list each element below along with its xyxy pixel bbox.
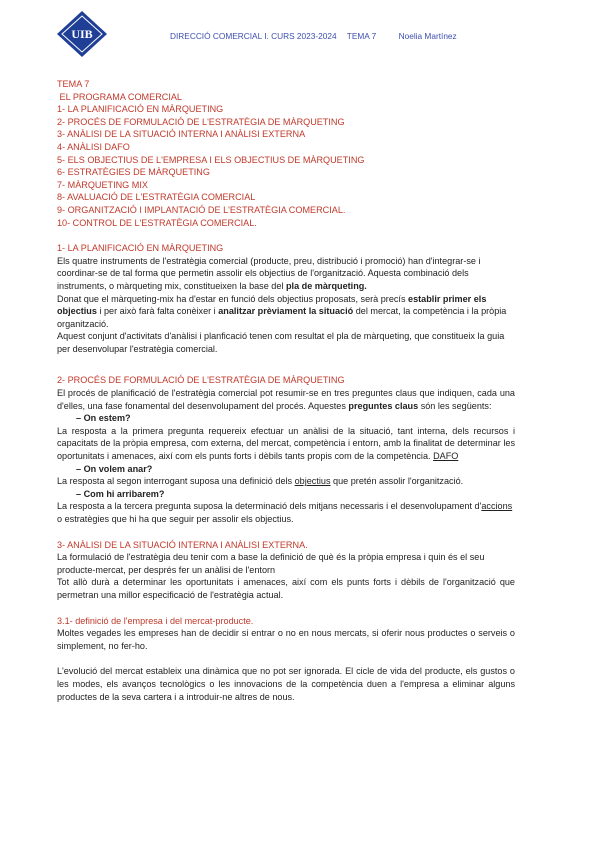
logo-text: UIB <box>71 27 93 41</box>
subsection-3-1-heading: 3.1- definició de l'empresa i del mercat-producte. <box>57 615 254 626</box>
toc-subtitle: EL PROGRAMA COMERCIAL <box>57 91 182 102</box>
section-1-heading: 1- LA PLANIFICACIÓ EN MÀRQUETING <box>57 243 224 254</box>
toc-item: 8- AVALUACIÓ DE L'ESTRATÈGIA COMERCIAL <box>57 192 256 203</box>
toc-item: 9- ORGANITZACIÓ I IMPLANTACIÓ DE L'ESTRATÈGIA COMERCIAL. <box>57 204 346 215</box>
dafo-link[interactable]: DAFO <box>433 451 459 462</box>
toc-item: 2- PROCÉS DE FORMULACIÓ DE L'ESTRATÈGIA DE MÀRQUETING <box>57 116 345 127</box>
toc-item: 3- ANÀLISI DE LA SITUACIÓ INTERNA I ANÀLISI EXTERNA <box>57 129 306 140</box>
toc-item: 6- ESTRATÈGIES DE MÀRQUETING <box>57 167 210 178</box>
section-2-paragraph: El procés de planificació de l'estratègia comercial pot resumir-se en tres preguntes claus que indiquen, cada una d'elles, una fase fonamental del desenvolupament del procés. Aquestes preguntes claus són les següents: <box>57 388 515 411</box>
answer-3: La resposta a la tercera pregunta suposa la determinació dels mitjans necessaris i el desenvolupament d'accions o estratègies que hi ha que seguir per assolir els objectius. <box>57 501 513 524</box>
question-2: – On volem anar? <box>76 463 153 474</box>
section-1-paragraph: Els quatre instruments de l'estratègia comercial (producte, preu, distribució i promoció) han d'integrar-se i coordinar-se de tal forma que permetin assolir els objectius de l'organització. Aquesta combinació dels instruments, o màrqueting mix, constitueixen la base del pla de màrqueting. <box>57 255 481 291</box>
section-3-paragraph: Tot allò durà a determinar les oportunitats i amenaces, així com els punts forts i dèbils de l'organització que permetran una millor especificació de l'estratègia actual. <box>57 577 515 600</box>
answer-2: La resposta al segon interrogant suposa una definició dels objectius que pretén assolir l'organització. <box>57 476 464 487</box>
question-1: – On estem? <box>76 413 131 424</box>
accions-link[interactable]: accions <box>481 501 513 512</box>
toc-title: TEMA 7 <box>57 79 90 89</box>
question-3: – Com hi arribarem? <box>76 488 165 499</box>
toc-item: 10- CONTROL DE L'ESTRATÈGIA COMERCIAL. <box>57 217 257 228</box>
section-3-paragraph: L'evolució del mercat estableix una dinàmica que no pot ser ignorada. El cicle de vida del producte, els gustos o les modes, els avanços tecnològics o les innovacions de la competència duen a l'empresa a eliminar alguns productes de la seva cartera i a introduir-ne altres de nous. <box>57 666 515 702</box>
objectius-link[interactable]: objectius <box>294 476 331 487</box>
header-topic: TEMA 7 <box>346 31 377 41</box>
toc-item: 5- ELS OBJECTIUS DE L'EMPRESA I ELS OBJECTIUS DE MÀRQUETING <box>57 154 365 165</box>
section-3-heading: 3- ANÀLISI DE LA SITUACIÓ INTERNA I ANÀLISI EXTERNA. <box>57 539 308 550</box>
toc-item: 7- MÀRQUETING MIX <box>57 179 148 190</box>
section-3-paragraph: Moltes vegades les empreses han de decidir si entrar o no en nous mercats, si oferir nous productes o serveis o simplement, no fer-ho. <box>57 628 515 651</box>
header-course: DIRECCIÓ COMERCIAL I. CURS 2023-2024 <box>170 31 337 41</box>
toc-item: 4- ANÀLISI DAFO <box>57 141 130 152</box>
section-3-paragraph: La formulació de l'estratègia deu tenir com a base la definició de què és la pròpia empresa i quin és el seu producte-mercat, per després fer un anàlisi de l'entorn <box>57 552 485 575</box>
document-body <box>57 78 515 703</box>
page-header <box>170 31 465 41</box>
table-of-contents <box>57 78 515 229</box>
answer-1: La resposta a la primera pregunta requereix efectuar un anàlisi de la situació, tant interna, dels recursos i capacitats de la pròpia empresa, com externa, del mercat, competència i entorn, amb la finalitat de determinar les oportunitats i amenaces, així com els punts forts i dèbils tants propis com de la competència. DAFO <box>57 425 515 462</box>
header-author: Noelia Martínez <box>398 31 457 41</box>
university-logo <box>56 10 108 58</box>
section-1-paragraph: Aquest conjunt d'activitats d'anàlisi i planficació tenen com resultat el pla de màrqueting, que constitueix la guia per desenvolupar l'estratègia comercial. <box>57 331 505 354</box>
section-1-paragraph: Donat que el màrqueting-mix ha d'estar en funció dels objectius proposats, serà precís establir primer els objectius i per això farà falta conèixer i analitzar prèviament la situació del mercat, la competència i la pròpia organització. <box>57 293 507 329</box>
toc-item: 1- LA PLANIFICACIÓ EN MÀRQUETING <box>57 104 224 115</box>
section-2-heading: 2- PROCÉS DE FORMULACIÓ DE L'ESTRATÈGIA DE MÀRQUETING <box>57 375 345 386</box>
